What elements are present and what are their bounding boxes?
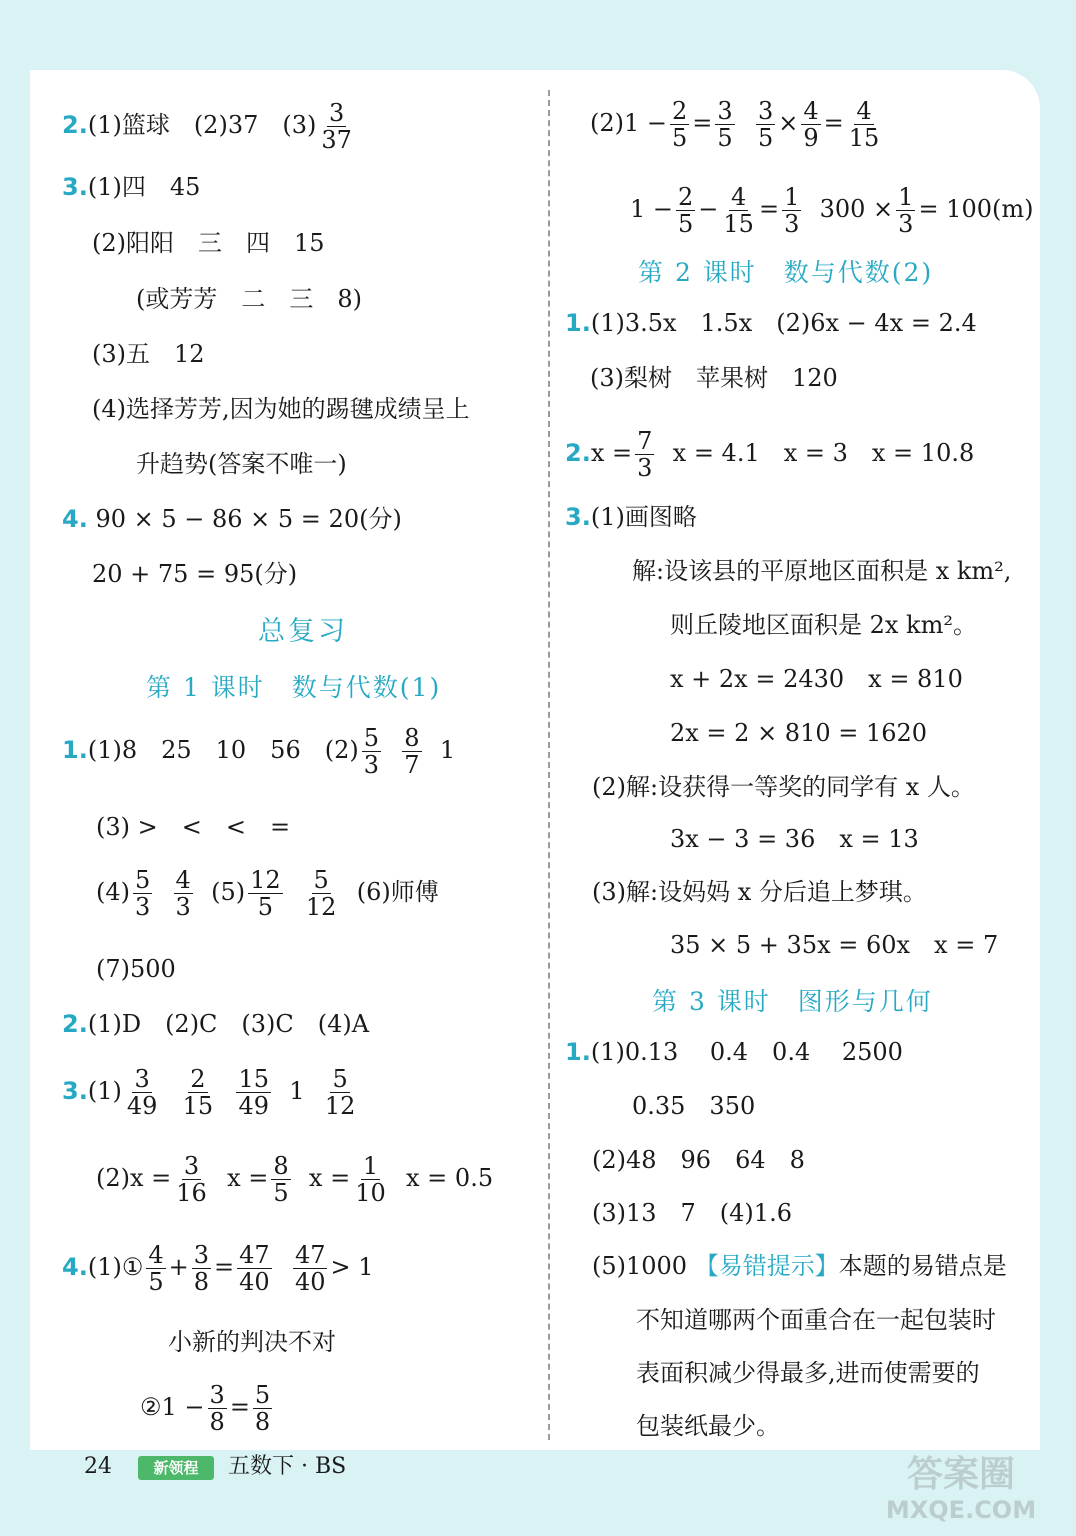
review-q3-line2: (2)x = $\frac{3}{16}$ x = $\frac{8}{5}$ x = $\frac{1}{10}$ x = 0.5 xyxy=(96,1152,494,1207)
fraction: $\frac{5}{12}$ xyxy=(324,1065,356,1120)
review-q2: 2.(1)D (2)C (3)C (4)A xyxy=(62,1010,370,1038)
fraction: $\frac{3}{8}$ xyxy=(209,1381,225,1436)
review-q1-line3: (4) $\frac{5}{3}$ $\frac{4}{3}$ (5) $\frac{12}{5}$ $\frac{5}{12}$ (6)师傅 xyxy=(96,866,439,921)
lesson2-q3-line8: (3)解:设妈妈 x 分后追上梦琪。 xyxy=(592,878,927,906)
svg-text:MXQE.COM: MXQE.COM xyxy=(885,1496,1037,1524)
book-label: 五数下 · BS xyxy=(228,1454,347,1479)
fraction: $\frac{5}{12}$ xyxy=(305,866,337,921)
fraction: $\frac{5}{8}$ xyxy=(254,1381,271,1436)
watermark-logo xyxy=(866,1446,1056,1526)
lesson-1-title: 第 1 课时 数与代数(1) xyxy=(146,673,442,702)
fraction: $\frac{1}{10}$ xyxy=(355,1152,386,1207)
fraction: $\frac{4}{15}$ xyxy=(723,183,754,238)
lesson3-q1-line3: (2)48 96 64 8 xyxy=(592,1146,805,1174)
lesson2-q3-line1: 3.(1)画图略 xyxy=(565,503,697,531)
review-q4-line3: ②1 − $\frac{3}{8}$ = $\frac{5}{8}$ xyxy=(140,1381,271,1436)
fraction: $\frac{3}{49}$ xyxy=(126,1065,158,1120)
lesson-2-title: 第 2 课时 数与代数(2) xyxy=(638,258,934,287)
review-q3-line1: 3.(1) $\frac{3}{49}$ $\frac{2}{15}$ $\frac{15}{49}$ 1 $\frac{5}{12}$ xyxy=(62,1065,356,1120)
left-q4-line2: 20 + 75 = 95(分) xyxy=(92,560,298,588)
lesson2-q3-line7: 3x − 3 = 36 x = 13 xyxy=(670,825,919,853)
lesson3-q1-line7: 表面积减少得最多,进而使需要的 xyxy=(636,1359,980,1387)
left-q4-line1: 4. 90 × 5 − 86 × 5 = 20(分) xyxy=(62,505,402,533)
lesson2-q3-line3: 则丘陵地区面积是 2x km²。 xyxy=(670,611,977,639)
right-top-line2: 1 − $\frac{2}{5}$ − $\frac{4}{15}$ = $\frac{1}{3}$ 300 × $\frac{1}{3}$ = 100(m) xyxy=(630,183,1034,238)
lesson3-q1-line4: (3)13 7 (4)1.6 xyxy=(592,1199,792,1227)
fraction: $\frac{3}{5}$ xyxy=(757,97,774,152)
fraction: $\frac{3}{16}$ xyxy=(176,1152,207,1207)
error-hint-label: 【易错提示】 xyxy=(694,1252,839,1280)
lesson3-q1-line8: 包装纸最少。 xyxy=(636,1412,780,1440)
fraction: $\frac{8}{5}$ xyxy=(273,1152,289,1207)
fraction: $\frac{2}{5}$ xyxy=(678,183,694,238)
lesson2-q1-line2: (3)梨树 苹果树 120 xyxy=(590,364,838,392)
left-q3-line5: (4)选择芳芳,因为她的踢毽成绩呈上 xyxy=(92,395,470,423)
fraction: $\frac{5}{3}$ xyxy=(363,724,379,779)
left-q3-line3: (或芳芳 二 三 8) xyxy=(136,285,362,313)
review-q1-line1: 1.(1)8 25 10 56 (2) $\frac{5}{3}$ $\frac{8}{7}$ 1 xyxy=(62,724,456,779)
lesson2-q3-line6: (2)解:设获得一等奖的同学有 x 人。 xyxy=(592,773,975,801)
lesson2-q3-line2: 解:设该县的平原地区面积是 x km², xyxy=(632,557,1012,585)
brand-badge: 新领程 xyxy=(138,1456,214,1480)
left-q3-line4: (3)五 12 xyxy=(92,340,205,368)
left-q3-line6: 升趋势(答案不唯一) xyxy=(136,450,347,478)
fraction: $\frac{4}{15}$ xyxy=(848,97,880,152)
fraction: $\frac{5}{3}$ xyxy=(135,866,151,921)
fraction: $\frac{4}{9}$ xyxy=(803,97,819,152)
fraction: $\frac{3}{37}$ xyxy=(321,99,352,154)
svg-text:答案圈: 答案圈 xyxy=(906,1454,1016,1495)
page-number: 24 xyxy=(84,1454,112,1479)
review-q4-line2: 小新的判决不对 xyxy=(168,1328,336,1356)
lesson3-q1-line5: (5)1000 【易错提示】本题的易错点是 xyxy=(592,1252,1007,1280)
fraction: $\frac{2}{15}$ xyxy=(182,1065,214,1120)
lesson-3-title: 第 3 课时 图形与几何 xyxy=(652,987,933,1016)
fraction: $\frac{4}{3}$ xyxy=(175,866,191,921)
fraction: $\frac{3}{8}$ xyxy=(193,1241,210,1296)
left-q3-line1: 3.(1)四 45 xyxy=(62,173,201,201)
fraction: $\frac{4}{5}$ xyxy=(148,1241,164,1296)
review-title: 总复习 xyxy=(258,616,348,647)
fraction: $\frac{47}{40}$ xyxy=(294,1241,326,1296)
left-q2: 2.(1)篮球 (2)37 (3) $\frac{3}{37}$ xyxy=(62,99,352,154)
review-q1-line4: (7)500 xyxy=(96,955,176,983)
review-q4-line1: 4.(1)① $\frac{4}{5}$ + $\frac{3}{8}$ = $\frac{47}{40}$ $\frac{47}{40}$ > 1 xyxy=(62,1241,374,1296)
lesson2-q2: 2.x = $\frac{7}{3}$ x = 4.1 x = 3 x = 10.8 xyxy=(565,427,975,482)
lesson2-q1-line1: 1.(1)3.5x 1.5x (2)6x − 4x = 2.4 xyxy=(565,309,977,337)
fraction: $\frac{3}{5}$ xyxy=(717,97,733,152)
fraction: $\frac{47}{40}$ xyxy=(239,1241,270,1296)
fraction: $\frac{1}{3}$ xyxy=(898,183,914,238)
lesson2-q3-line9: 35 × 5 + 35x = 60x x = 7 xyxy=(670,931,999,959)
right-top-line1: (2)1 − $\frac{2}{5}$ = $\frac{3}{5}$ $\frac{3}{5}$ × $\frac{4}{9}$ = $\frac{4}{15}$ xyxy=(590,97,880,152)
lesson2-q3-line5: 2x = 2 × 810 = 1620 xyxy=(670,719,928,747)
question-number: 2. xyxy=(62,111,88,139)
column-divider xyxy=(548,90,550,1440)
fraction: $\frac{12}{5}$ xyxy=(250,866,281,921)
fraction: $\frac{1}{3}$ xyxy=(784,183,800,238)
left-q3-line2: (2)阳阳 三 四 15 xyxy=(92,229,325,257)
lesson3-q1-line6: 不知道哪两个面重合在一起包装时 xyxy=(636,1306,996,1334)
lesson3-q1-line2: 0.35 350 xyxy=(632,1092,756,1120)
fraction: $\frac{15}{49}$ xyxy=(238,1065,269,1120)
lesson2-q3-line4: x + 2x = 2430 x = 810 xyxy=(670,665,963,693)
fraction: $\frac{8}{7}$ xyxy=(404,724,420,779)
fraction: $\frac{7}{3}$ xyxy=(637,427,653,482)
review-q1-line2: (3) > < < = xyxy=(96,813,291,841)
fraction: $\frac{2}{5}$ xyxy=(672,97,688,152)
lesson3-q1-line1: 1.(1)0.13 0.4 0.4 2500 xyxy=(565,1038,903,1066)
